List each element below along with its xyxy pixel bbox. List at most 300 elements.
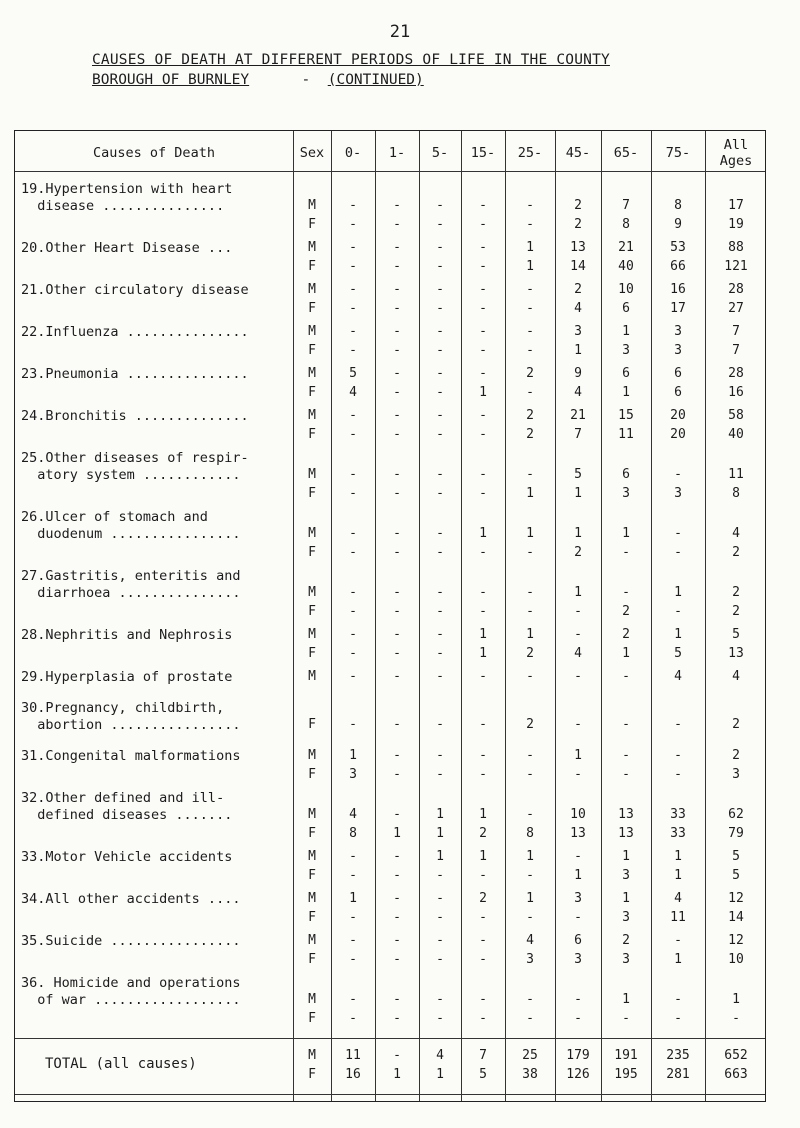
female-value-cell: 2 <box>574 545 582 560</box>
male-value-cell: - <box>393 366 401 381</box>
male-value-cell: 6 <box>674 366 682 381</box>
male-value-cell: - <box>479 324 487 339</box>
female-value-cell: 16 <box>728 385 744 400</box>
male-value-cell: - <box>526 669 534 684</box>
female-value-cell: 3 <box>622 343 630 358</box>
sex-label: F <box>308 717 316 732</box>
male-value-cell: 4 <box>526 933 534 948</box>
female-value-cell: - <box>393 1011 401 1026</box>
sex-label: F <box>308 1067 316 1082</box>
female-value-cell: - <box>574 717 582 732</box>
male-value-cell: 9 <box>574 366 582 381</box>
male-value-cell: - <box>349 240 357 255</box>
female-value-cell: - <box>479 486 487 501</box>
total-male-value-cell: 652 <box>724 1048 748 1063</box>
female-value-cell: - <box>436 385 444 400</box>
male-value-cell: 1 <box>479 807 487 822</box>
male-value-cell: 5 <box>732 849 740 864</box>
male-value-cell: - <box>436 669 444 684</box>
cause-label: 27.Gastritis, enteritis and diarrhoea ............... <box>21 568 241 601</box>
male-value-cell: - <box>479 669 487 684</box>
sex-label: M <box>308 467 316 482</box>
female-value-cell: 11 <box>618 427 634 442</box>
female-value-cell: - <box>674 604 682 619</box>
column-header: All Ages <box>719 137 753 169</box>
cause-label: 21.Other circulatory disease <box>21 282 249 298</box>
male-value-cell: - <box>393 933 401 948</box>
cause-label: 25.Other diseases of respir- atory system ............ <box>21 450 249 483</box>
female-value-cell: - <box>622 545 630 560</box>
male-value-cell: - <box>393 198 401 213</box>
female-value-cell: - <box>526 343 534 358</box>
male-value-cell: - <box>574 669 582 684</box>
female-value-cell: - <box>349 1011 357 1026</box>
female-value-cell: 2 <box>526 646 534 661</box>
female-value-cell: 27 <box>728 301 744 316</box>
female-value-cell: 17 <box>670 301 686 316</box>
male-value-cell: - <box>393 992 401 1007</box>
male-value-cell: 5 <box>349 366 357 381</box>
female-value-cell: 8 <box>526 826 534 841</box>
male-value-cell: 21 <box>618 240 634 255</box>
male-value-cell: - <box>622 669 630 684</box>
female-value-cell: - <box>436 545 444 560</box>
male-value-cell: - <box>674 933 682 948</box>
female-value-cell: - <box>526 1011 534 1026</box>
total-male-value-cell: 179 <box>566 1048 590 1063</box>
male-value-cell: 1 <box>349 748 357 763</box>
female-value-cell: - <box>349 301 357 316</box>
male-value-cell: - <box>436 526 444 541</box>
male-value-cell: - <box>393 627 401 642</box>
female-value-cell: 13 <box>618 826 634 841</box>
sex-label: M <box>308 526 316 541</box>
male-value-cell: 1 <box>526 891 534 906</box>
female-value-cell: - <box>393 952 401 967</box>
male-value-cell: - <box>436 627 444 642</box>
female-value-cell: - <box>479 217 487 232</box>
female-value-cell: 19 <box>728 217 744 232</box>
female-value-cell: - <box>436 301 444 316</box>
female-value-cell: - <box>393 910 401 925</box>
male-value-cell: 4 <box>674 669 682 684</box>
male-value-cell: - <box>393 849 401 864</box>
male-value-cell: - <box>393 585 401 600</box>
female-value-cell: - <box>436 427 444 442</box>
female-value-cell: - <box>574 604 582 619</box>
total-female-value-cell: 1 <box>436 1067 444 1082</box>
column-header: 45- <box>565 145 591 161</box>
male-value-cell: - <box>622 748 630 763</box>
cause-label: 29.Hyperplasia of prostate <box>21 669 233 685</box>
male-value-cell: 1 <box>674 585 682 600</box>
male-value-cell: 4 <box>349 807 357 822</box>
male-value-cell: - <box>479 585 487 600</box>
female-value-cell: - <box>622 717 630 732</box>
sex-label: F <box>308 952 316 967</box>
male-value-cell: 6 <box>622 366 630 381</box>
sex-label: M <box>308 282 316 297</box>
total-female-value-cell: 281 <box>666 1067 690 1082</box>
male-value-cell: 1 <box>674 849 682 864</box>
male-value-cell: - <box>526 467 534 482</box>
female-value-cell: 1 <box>574 868 582 883</box>
male-value-cell: 7 <box>732 324 740 339</box>
female-value-cell: 2 <box>732 545 740 560</box>
sex-label: F <box>308 427 316 442</box>
female-value-cell: 7 <box>732 343 740 358</box>
male-value-cell: 28 <box>728 366 744 381</box>
female-value-cell: - <box>436 604 444 619</box>
female-value-cell: 3 <box>622 910 630 925</box>
male-value-cell: - <box>349 282 357 297</box>
sex-label: F <box>308 301 316 316</box>
male-value-cell: - <box>526 324 534 339</box>
male-value-cell: - <box>436 585 444 600</box>
sex-label: F <box>308 385 316 400</box>
sex-label: M <box>308 627 316 642</box>
sex-label: F <box>308 646 316 661</box>
male-value-cell: - <box>436 240 444 255</box>
male-value-cell: - <box>574 849 582 864</box>
female-value-cell: - <box>436 259 444 274</box>
male-value-cell: - <box>436 282 444 297</box>
female-value-cell: 6 <box>622 301 630 316</box>
female-value-cell: - <box>574 1011 582 1026</box>
female-value-cell: - <box>479 910 487 925</box>
male-value-cell: 15 <box>618 408 634 423</box>
sex-label: F <box>308 910 316 925</box>
male-value-cell: - <box>436 366 444 381</box>
female-value-cell: 33 <box>670 826 686 841</box>
female-value-cell: - <box>622 767 630 782</box>
male-value-cell: - <box>674 467 682 482</box>
male-value-cell: 5 <box>732 627 740 642</box>
male-value-cell: - <box>674 992 682 1007</box>
male-value-cell: - <box>479 282 487 297</box>
female-value-cell: - <box>674 767 682 782</box>
female-value-cell: 1 <box>674 868 682 883</box>
total-female-value-cell: 126 <box>566 1067 590 1082</box>
sex-label: M <box>308 933 316 948</box>
female-value-cell: 14 <box>728 910 744 925</box>
male-value-cell: 1 <box>574 748 582 763</box>
male-value-cell: 13 <box>618 807 634 822</box>
male-value-cell: 1 <box>622 891 630 906</box>
male-value-cell: - <box>349 526 357 541</box>
female-value-cell: 1 <box>526 486 534 501</box>
female-value-cell: 1 <box>436 826 444 841</box>
female-value-cell: 2 <box>732 717 740 732</box>
female-value-cell: - <box>349 868 357 883</box>
female-value-cell: - <box>393 217 401 232</box>
male-value-cell: 1 <box>479 849 487 864</box>
female-value-cell: 40 <box>618 259 634 274</box>
male-value-cell: 6 <box>622 467 630 482</box>
female-value-cell: - <box>479 717 487 732</box>
female-value-cell: - <box>436 767 444 782</box>
female-value-cell: 1 <box>622 646 630 661</box>
female-value-cell: - <box>526 301 534 316</box>
cause-label: 28.Nephritis and Nephrosis <box>21 627 233 643</box>
total-divider <box>15 1038 765 1039</box>
male-value-cell: 10 <box>570 807 586 822</box>
male-value-cell: - <box>479 198 487 213</box>
male-value-cell: 7 <box>622 198 630 213</box>
female-value-cell: - <box>479 343 487 358</box>
male-value-cell: - <box>674 748 682 763</box>
cause-label: 33.Motor Vehicle accidents <box>21 849 233 865</box>
female-value-cell: - <box>349 910 357 925</box>
sex-label: F <box>308 1011 316 1026</box>
female-value-cell: 66 <box>670 259 686 274</box>
female-value-cell: 3 <box>574 952 582 967</box>
male-value-cell: 12 <box>728 933 744 948</box>
sex-label: M <box>308 1048 316 1063</box>
male-value-cell: - <box>526 748 534 763</box>
female-value-cell: 8 <box>622 217 630 232</box>
total-female-value-cell: 663 <box>724 1067 748 1082</box>
male-value-cell: 16 <box>670 282 686 297</box>
female-value-cell: - <box>479 767 487 782</box>
male-value-cell: - <box>436 467 444 482</box>
female-value-cell: 3 <box>732 767 740 782</box>
female-value-cell: 11 <box>670 910 686 925</box>
female-value-cell: - <box>349 545 357 560</box>
female-value-cell: - <box>526 545 534 560</box>
female-value-cell: - <box>479 868 487 883</box>
sex-label: F <box>308 545 316 560</box>
male-value-cell: - <box>574 627 582 642</box>
cause-label: 23.Pneumonia ............... <box>21 366 249 382</box>
female-value-cell: 13 <box>570 826 586 841</box>
female-value-cell: 4 <box>349 385 357 400</box>
female-value-cell: - <box>674 717 682 732</box>
male-value-cell: 2 <box>622 627 630 642</box>
male-value-cell: 1 <box>479 526 487 541</box>
male-value-cell: 2 <box>479 891 487 906</box>
female-value-cell: 3 <box>622 486 630 501</box>
female-value-cell: - <box>436 1011 444 1026</box>
male-value-cell: - <box>349 324 357 339</box>
female-value-cell: - <box>349 604 357 619</box>
causes-of-death-table <box>14 130 766 1102</box>
male-value-cell: 1 <box>574 585 582 600</box>
male-value-cell: 2 <box>526 366 534 381</box>
total-male-value-cell: 25 <box>522 1048 538 1063</box>
sex-label: F <box>308 259 316 274</box>
male-value-cell: - <box>436 408 444 423</box>
sex-label: F <box>308 826 316 841</box>
sex-label: F <box>308 486 316 501</box>
female-value-cell: - <box>526 767 534 782</box>
sex-label: M <box>308 891 316 906</box>
male-value-cell: - <box>393 324 401 339</box>
male-value-cell: - <box>393 748 401 763</box>
male-value-cell: 2 <box>526 408 534 423</box>
male-value-cell: - <box>436 933 444 948</box>
cause-label: 32.Other defined and ill- defined diseases ....... <box>21 790 233 823</box>
male-value-cell: 3 <box>574 324 582 339</box>
sex-label: M <box>308 992 316 1007</box>
male-value-cell: - <box>393 891 401 906</box>
total-female-value-cell: 1 <box>393 1067 401 1082</box>
female-value-cell: - <box>393 604 401 619</box>
female-value-cell: - <box>674 545 682 560</box>
male-value-cell: - <box>526 585 534 600</box>
male-value-cell: - <box>393 282 401 297</box>
total-male-value-cell: 235 <box>666 1048 690 1063</box>
sex-label: M <box>308 669 316 684</box>
male-value-cell: - <box>674 526 682 541</box>
female-value-cell: 10 <box>728 952 744 967</box>
male-value-cell: - <box>526 807 534 822</box>
male-value-cell: 88 <box>728 240 744 255</box>
male-value-cell: 2 <box>622 933 630 948</box>
male-value-cell: 2 <box>732 585 740 600</box>
female-value-cell: 3 <box>622 952 630 967</box>
male-value-cell: 1 <box>436 849 444 864</box>
male-value-cell: 6 <box>574 933 582 948</box>
female-value-cell: 40 <box>728 427 744 442</box>
female-value-cell: - <box>436 486 444 501</box>
male-value-cell: - <box>349 198 357 213</box>
female-value-cell: 8 <box>349 826 357 841</box>
cause-label: 22.Influenza ............... <box>21 324 249 340</box>
male-value-cell: 10 <box>618 282 634 297</box>
female-value-cell: - <box>393 868 401 883</box>
female-value-cell: 1 <box>574 343 582 358</box>
female-value-cell: - <box>393 767 401 782</box>
female-value-cell: - <box>349 259 357 274</box>
female-value-cell: 3 <box>349 767 357 782</box>
female-value-cell: 7 <box>574 427 582 442</box>
female-value-cell: - <box>479 427 487 442</box>
male-value-cell: - <box>479 467 487 482</box>
male-value-cell: 53 <box>670 240 686 255</box>
female-value-cell: 1 <box>479 385 487 400</box>
male-value-cell: - <box>393 467 401 482</box>
page-number: 21 <box>389 22 411 42</box>
male-value-cell: - <box>479 933 487 948</box>
total-female-value-cell: 195 <box>614 1067 638 1082</box>
male-value-cell: 1 <box>526 627 534 642</box>
sex-label: M <box>308 324 316 339</box>
cause-label: 26.Ulcer of stomach and duodenum ................ <box>21 509 241 542</box>
male-value-cell: 1 <box>622 324 630 339</box>
male-value-cell: 33 <box>670 807 686 822</box>
cause-label: 36. Homicide and operations of war .................. <box>21 975 241 1008</box>
female-value-cell: 1 <box>622 385 630 400</box>
male-value-cell: - <box>393 807 401 822</box>
male-value-cell: - <box>479 408 487 423</box>
female-value-cell: 4 <box>574 646 582 661</box>
female-value-cell: 2 <box>526 717 534 732</box>
column-header: 1- <box>388 145 406 161</box>
male-value-cell: - <box>436 324 444 339</box>
column-header: 0- <box>344 145 362 161</box>
sex-label: F <box>308 868 316 883</box>
male-value-cell: - <box>526 198 534 213</box>
subtitle-separator: - <box>301 72 311 88</box>
female-value-cell: - <box>393 486 401 501</box>
female-value-cell: 2 <box>574 217 582 232</box>
male-value-cell: - <box>436 198 444 213</box>
subtitle-borough: BOROUGH OF BURNLEY <box>92 72 250 88</box>
sex-label: F <box>308 604 316 619</box>
female-value-cell: 8 <box>732 486 740 501</box>
column-header: 15- <box>470 145 496 161</box>
male-value-cell: - <box>479 748 487 763</box>
female-value-cell: - <box>526 604 534 619</box>
female-value-cell: - <box>393 427 401 442</box>
female-value-cell: 14 <box>570 259 586 274</box>
female-value-cell: - <box>349 646 357 661</box>
female-value-cell: 2 <box>622 604 630 619</box>
column-header: 75- <box>665 145 691 161</box>
column-header: 65- <box>613 145 639 161</box>
male-value-cell: - <box>479 240 487 255</box>
male-value-cell: 2 <box>574 282 582 297</box>
female-value-cell: - <box>622 1011 630 1026</box>
sex-label: M <box>308 408 316 423</box>
female-value-cell: 1 <box>574 486 582 501</box>
female-value-cell: - <box>393 343 401 358</box>
male-value-cell: 1 <box>732 992 740 1007</box>
male-value-cell: - <box>622 585 630 600</box>
female-value-cell: 20 <box>670 427 686 442</box>
female-value-cell: 4 <box>574 301 582 316</box>
total-label: TOTAL (all causes) <box>45 1056 197 1072</box>
female-value-cell: - <box>479 545 487 560</box>
male-value-cell: - <box>349 467 357 482</box>
male-value-cell: - <box>349 627 357 642</box>
male-value-cell: - <box>393 240 401 255</box>
sex-label: F <box>308 767 316 782</box>
female-value-cell: 2 <box>479 826 487 841</box>
male-value-cell: 1 <box>622 526 630 541</box>
male-value-cell: - <box>393 669 401 684</box>
page-title: CAUSES OF DEATH AT DIFFERENT PERIODS OF LIFE IN THE COUNTY <box>92 52 610 68</box>
male-value-cell: 3 <box>574 891 582 906</box>
female-value-cell: - <box>436 952 444 967</box>
female-value-cell: - <box>526 217 534 232</box>
sex-label: F <box>308 343 316 358</box>
male-value-cell: 4 <box>674 891 682 906</box>
cause-label: 24.Bronchitis .............. <box>21 408 249 424</box>
bottom-divider <box>15 1094 765 1095</box>
column-header: 25- <box>517 145 543 161</box>
female-value-cell: - <box>393 545 401 560</box>
male-value-cell: - <box>526 992 534 1007</box>
male-value-cell: 1 <box>526 240 534 255</box>
male-value-cell: - <box>479 366 487 381</box>
sex-label: M <box>308 366 316 381</box>
male-value-cell: 1 <box>674 627 682 642</box>
male-value-cell: - <box>436 748 444 763</box>
sex-label: M <box>308 849 316 864</box>
total-female-value-cell: 16 <box>345 1067 361 1082</box>
female-value-cell: 9 <box>674 217 682 232</box>
female-value-cell: - <box>436 868 444 883</box>
male-value-cell: 2 <box>732 748 740 763</box>
female-value-cell: - <box>436 646 444 661</box>
female-value-cell: 2 <box>526 427 534 442</box>
female-value-cell: - <box>349 427 357 442</box>
total-female-value-cell: 5 <box>479 1067 487 1082</box>
female-value-cell: - <box>479 1011 487 1026</box>
male-value-cell: - <box>526 282 534 297</box>
